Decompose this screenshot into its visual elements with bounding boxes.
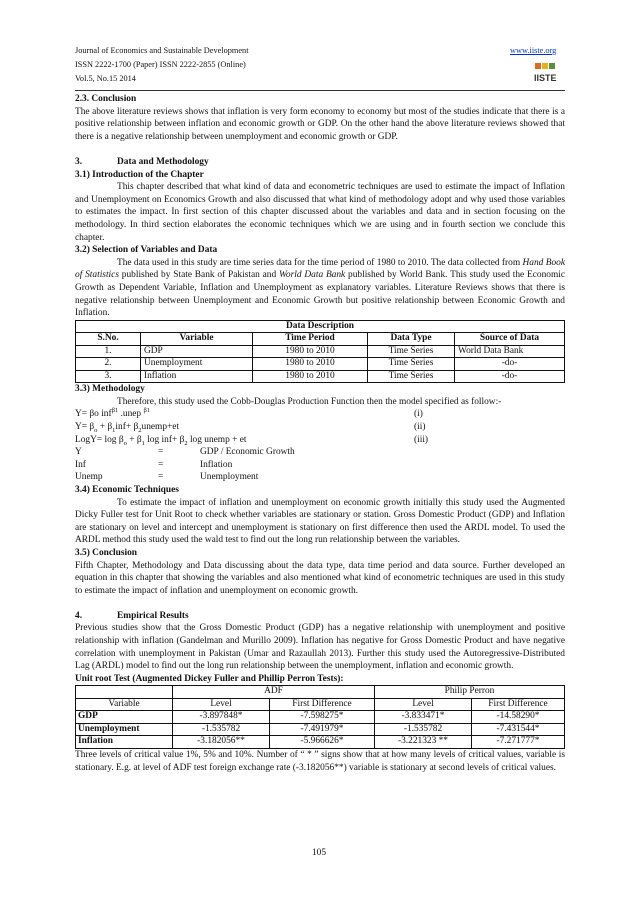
group-philip-perron: Philip Perron (375, 686, 565, 699)
col-adf-level: Level (173, 698, 270, 711)
section-4-title: Empirical Results (117, 610, 189, 621)
group-adf: ADF (173, 686, 375, 699)
table-row: 3. Inflation 1980 to 2010 Time Series -do- (76, 370, 565, 383)
section-3-1-text: This chapter described that what kind of data and econometric techniques are used to estimate the impact of Inflation and Unemployment on Economics Growth and also discussed that what kind of methodology adopt and why used those variables to estimates the impact. In first section of this chapter discussed about the variables and data and in section focusing on the methodology. In third section elaborates the economic techniques which we are using and in fourth section we conclude this chapter. (75, 182, 565, 243)
section-3-4-text: To estimate the impact of inflation and unemployment on economic growth initially this study used the Augmented Dicky Fuller test for Unit Root to check whether variables are stationary or station. Gross Domestic Product (GDP) and Inflation are stationary on level and intercept and unemployment is stationary on first difference then used the ARDL model. To used the ARDL method this study used the wald test to find out the long run relationship between the variables. (75, 497, 565, 546)
section-3-1-heading: 3.1) Introduction of the Chapter (75, 169, 204, 180)
equation-2: $Y= \beta_o + \beta_1inf+$ $\beta_2unemp+et$ (ii) (75, 421, 426, 434)
section-3-heading (75, 156, 565, 169)
section-3-3-heading: 3.3) Methodology (75, 384, 145, 395)
equation-3: LogY= $\log \beta_o + \beta_1$ $\log inf+ \beta_2$ log unemp + et (iii) (75, 434, 429, 447)
unit-root-caption: Unit root Test (Augmented Dickey Fuller and Phillip Perron Tests): (75, 673, 344, 684)
section-3-2-heading: 3.2) Selection of Variables and Data (75, 245, 218, 256)
col-time-period: Time Period (253, 333, 368, 346)
section-2-3-heading: 2.3. Conclusion (75, 94, 137, 104)
col-source: Source of Data (455, 333, 565, 346)
definition-row: Inf = Inflation (75, 459, 233, 470)
table-row: Inflation -3.182056** -5.966626* -3.221323 ** -7.271777* (76, 736, 565, 749)
col-pp-level: Level (375, 698, 472, 711)
data-description-table (75, 320, 565, 384)
section-3-title: Data and Methodology (117, 156, 209, 167)
section-2-3-text: The above literature reviews shows that inflation is very form economy to economy but most of the studies indicate that there is a positive relationship between inflation and economic growth or GDP. On the other hand the above literature reviews showed that there is a negative relationship between unemployment and economic growth or GDP. (75, 106, 565, 142)
source-world-data-bank: World Data Bank (278, 270, 346, 281)
definition-row: Unemp = Unemployment (75, 472, 259, 483)
table-row: 2. Unemployment 1980 to 2010 Time Series -do- (76, 358, 565, 371)
data-description-title: Data Description (76, 320, 565, 333)
table-row: GDP -3.897848* -7.598275* -3.833471* -14.58290* (76, 711, 565, 724)
section-3-3-text: Therefore, this study used the Cobb-Douglas Production Function then the model specified as follow:- (117, 396, 502, 407)
col-pp-first-difference: First Difference (472, 698, 565, 711)
col-variable: Variable (76, 698, 173, 711)
col-variable: Variable (141, 333, 253, 346)
section-4-heading (75, 610, 565, 623)
table-row: 1. GDP 1980 to 2010 Time Series World Data Bank (76, 345, 565, 358)
unit-root-note: Three levels of critical value 1%, 5% and 10%. Number of “ * ” signs show that at how many levels of critical values, variable is stationary. E.g. at level of ADF test foreign exchange rate (-3.182056**) variable is stationary at second levels of critical values. (75, 749, 565, 773)
unit-root-table (75, 685, 565, 749)
col-adf-first-difference: First Difference (270, 698, 375, 711)
logo-text: IISTE (534, 73, 557, 83)
section-3-5-text: Fifth Chapter, Methodology and Data discussing about the data type, data time period and data source. Further developed an equation in this chapter that showing the variables and also mentioned what kind of econometric techniques are used in this study to estimate the impact of inflation and unemployment on economic growth. (75, 560, 565, 596)
page-body (75, 93, 565, 774)
section-3-number: 3. (75, 156, 83, 167)
col-sno: S.No. (76, 333, 141, 346)
table-row: Unemployment -1.535782 -7.491979* -1.535782 -7.431544* (76, 723, 565, 736)
section-4-number: 4. (75, 610, 83, 621)
journal-name: Journal of Economics and Sustainable Development (75, 46, 249, 55)
section-3-5-heading: 3.5) Conclusion (75, 547, 137, 558)
source-hand-book: Hand Book of Statistics (75, 257, 565, 281)
section-3-2-text: The data used in this study are time series data for the time period of 1980 to 2010. The data collected from Hand Book of Statistics published by State Bank of Pakistan and World Data Bank published by World Bank. This study used the Economic Growth as Dependent Variable, Inflation and Unemployment as explanatory variables. Literature Reviews shows that there is negative relationship between Unemployment and Economic Growth but positive relationship between Economic Growth and Inflation. (75, 257, 566, 319)
journal-volume: Vol.5, No.15 2014 (75, 74, 136, 84)
page-number: 105 (311, 848, 327, 858)
journal-header (75, 46, 249, 89)
journal-issn: ISSN 2222-1700 (Paper) ISSN 2222-2855 (Online) (75, 60, 246, 70)
journal-url-link[interactable]: www.iiste.org (510, 46, 557, 55)
header-rule (75, 90, 565, 91)
equation-1: Y= βo inf$^{\beta 1}$ .unep $^{\beta 1}$ (i) (75, 407, 423, 420)
iiste-logo (533, 62, 563, 84)
definition-row: Y = GDP / Economic Growth (75, 447, 295, 458)
col-data-type: Data Type (368, 333, 455, 346)
section-3-4-heading: 3.4) Economic Techniques (75, 484, 179, 495)
section-4-text: Previous studies show that the Gross Domestic Product (GDP) has a negative relationship with unemployment and positive relationship with inflation (Gandelman and Murillo 2009). Inflation has negative for Gross Domestic Product and have negative correlation with unemployment in Pakistan (Umar and Razaullah 2013). Further this study used the Autoregressive-Distributed Lag (ARDL) model to find out the long run relationship between the unemployment, inflation and economic growth. (75, 623, 565, 672)
